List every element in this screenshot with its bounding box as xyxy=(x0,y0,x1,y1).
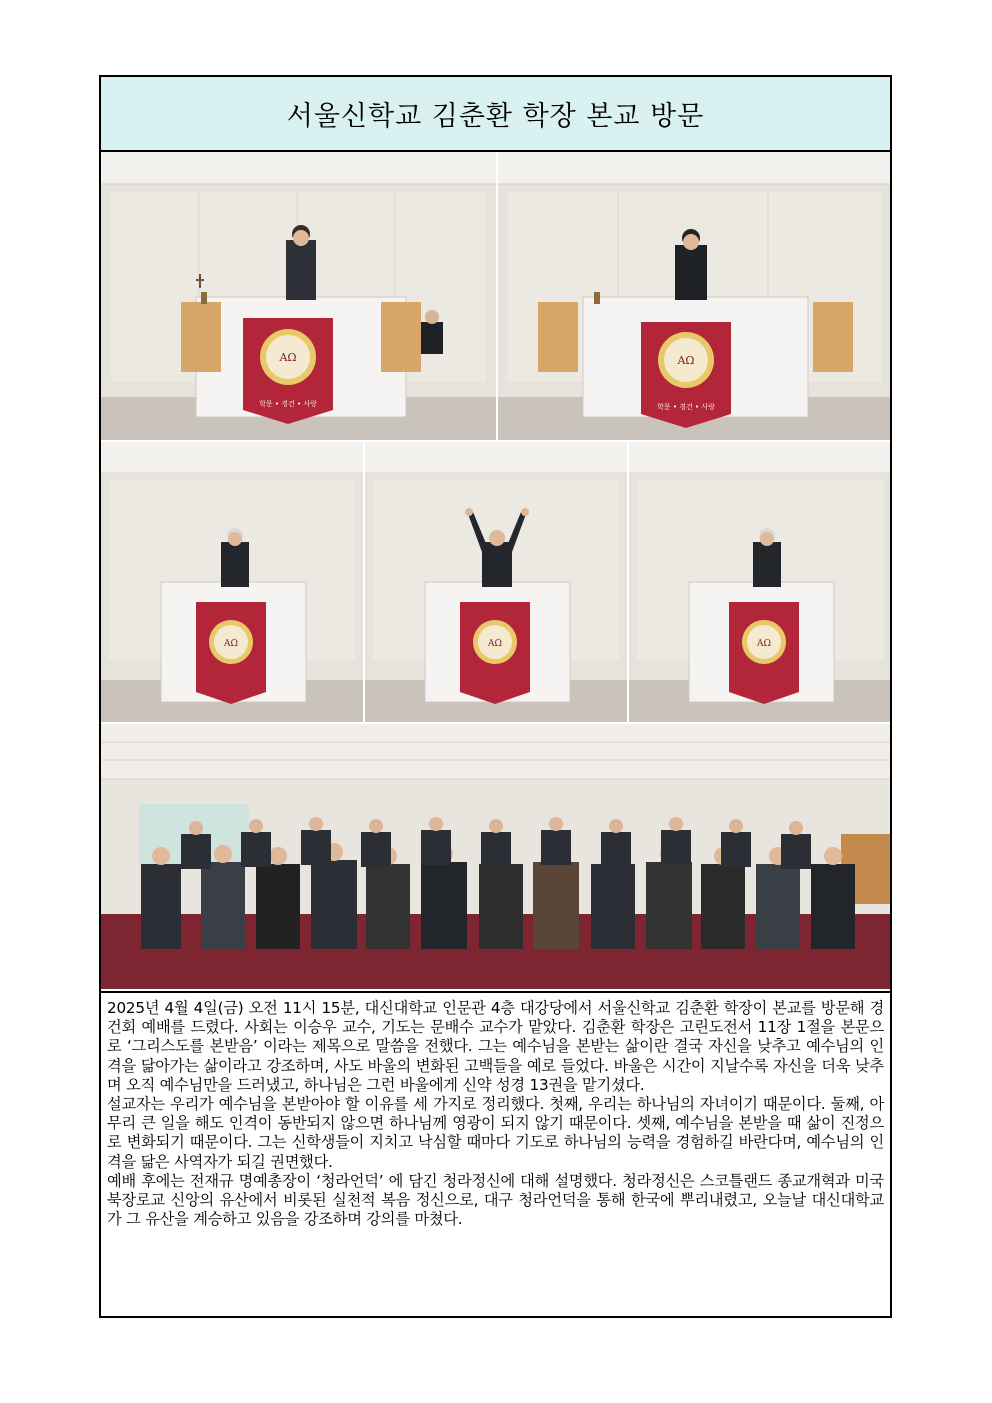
article-body xyxy=(101,991,890,1229)
photo-speaker-5 xyxy=(629,442,892,722)
paragraph-3: 예배 후에는 전재규 명예총장이 ‘청라언덕’ 에 담긴 청라정신에 대해 설명했다. 청라정신은 스코틀랜드 종교개혁과 미국 북장로교 신앙의 유산에서 비롯된 실천적 복음 정신으로, 대구 청라언덕을 통해 한국에 뿌리내렸고, 오늘날 대신대학교가 그 유산을 계승하고 있음을 강조하며 강의를 마쳤다. xyxy=(107,1171,884,1229)
photo-speaker-4 xyxy=(365,442,627,722)
title-bar xyxy=(101,77,890,152)
article-frame xyxy=(99,75,892,1318)
banner-emblem-text: ΑΩ xyxy=(224,639,238,649)
photo-speaker-3 xyxy=(101,442,363,722)
page-title: 서울신학교 김춘환 학장 본교 방문 xyxy=(286,101,705,132)
paragraph-2: 설교자는 우리가 예수님을 본받아야 할 이유를 세 가지로 정리했다. 첫째, 우리는 하나님의 자녀이기 때문이다. 둘째, 아무리 큰 일을 해도 인격이 동반되지 않으면 하나님께 영광이 되지 않기 때문이다. 셋째, 예수님을 본받을 때 삶이 진정으로 변화되기 때문이다. 그는 신학생들이 지치고 낙심할 때마다 기도로 하나님의 능력을 경험하길 바란다며, 예수님의 인격을 닮은 사역자가 되길 권면했다. xyxy=(107,1095,884,1171)
banner-emblem-text: ΑΩ xyxy=(757,639,771,649)
banner-motto-text: 학문 • 경건 • 사랑 xyxy=(259,400,317,408)
photo-speaker-2 xyxy=(498,152,892,440)
banner-emblem-text: ΑΩ xyxy=(488,639,502,649)
photo-group xyxy=(101,724,892,989)
photo-speaker-1 xyxy=(101,152,496,440)
banner-motto-text: 학문 • 경건 • 사랑 xyxy=(657,403,715,411)
banner-emblem-text: ΑΩ xyxy=(677,354,695,367)
paragraph-1: 2025년 4월 4일(금) 오전 11시 15분, 대신대학교 인문관 4층 대강당에서 서울신학교 김춘환 학장이 본교를 방문해 경건회 예배를 드렸다. 사회는 이승우 교수, 기도는 문배수 교수가 맡았다. 김춘환 학장은 고린도전서 11장 1절을 본문으로 ‘그리스도를 본받음’ 이라는 제목으로 말씀을 전했다. 그는 예수님을 본받는 삶이란 결국 자신을 낮추고 예수님의 인격을 닮아가는 삶이라고 강조하며, 사도 바울의 변화된 고백들을 예로 들었다. 바울은 시간이 지날수록 자신을 더욱 낮추며 오직 예수님만을 드러냈고, 하나님은 그런 바울에게 신약 성경 13권을 맡기셨다. xyxy=(107,999,884,1094)
banner-emblem-text: ΑΩ xyxy=(279,351,297,364)
